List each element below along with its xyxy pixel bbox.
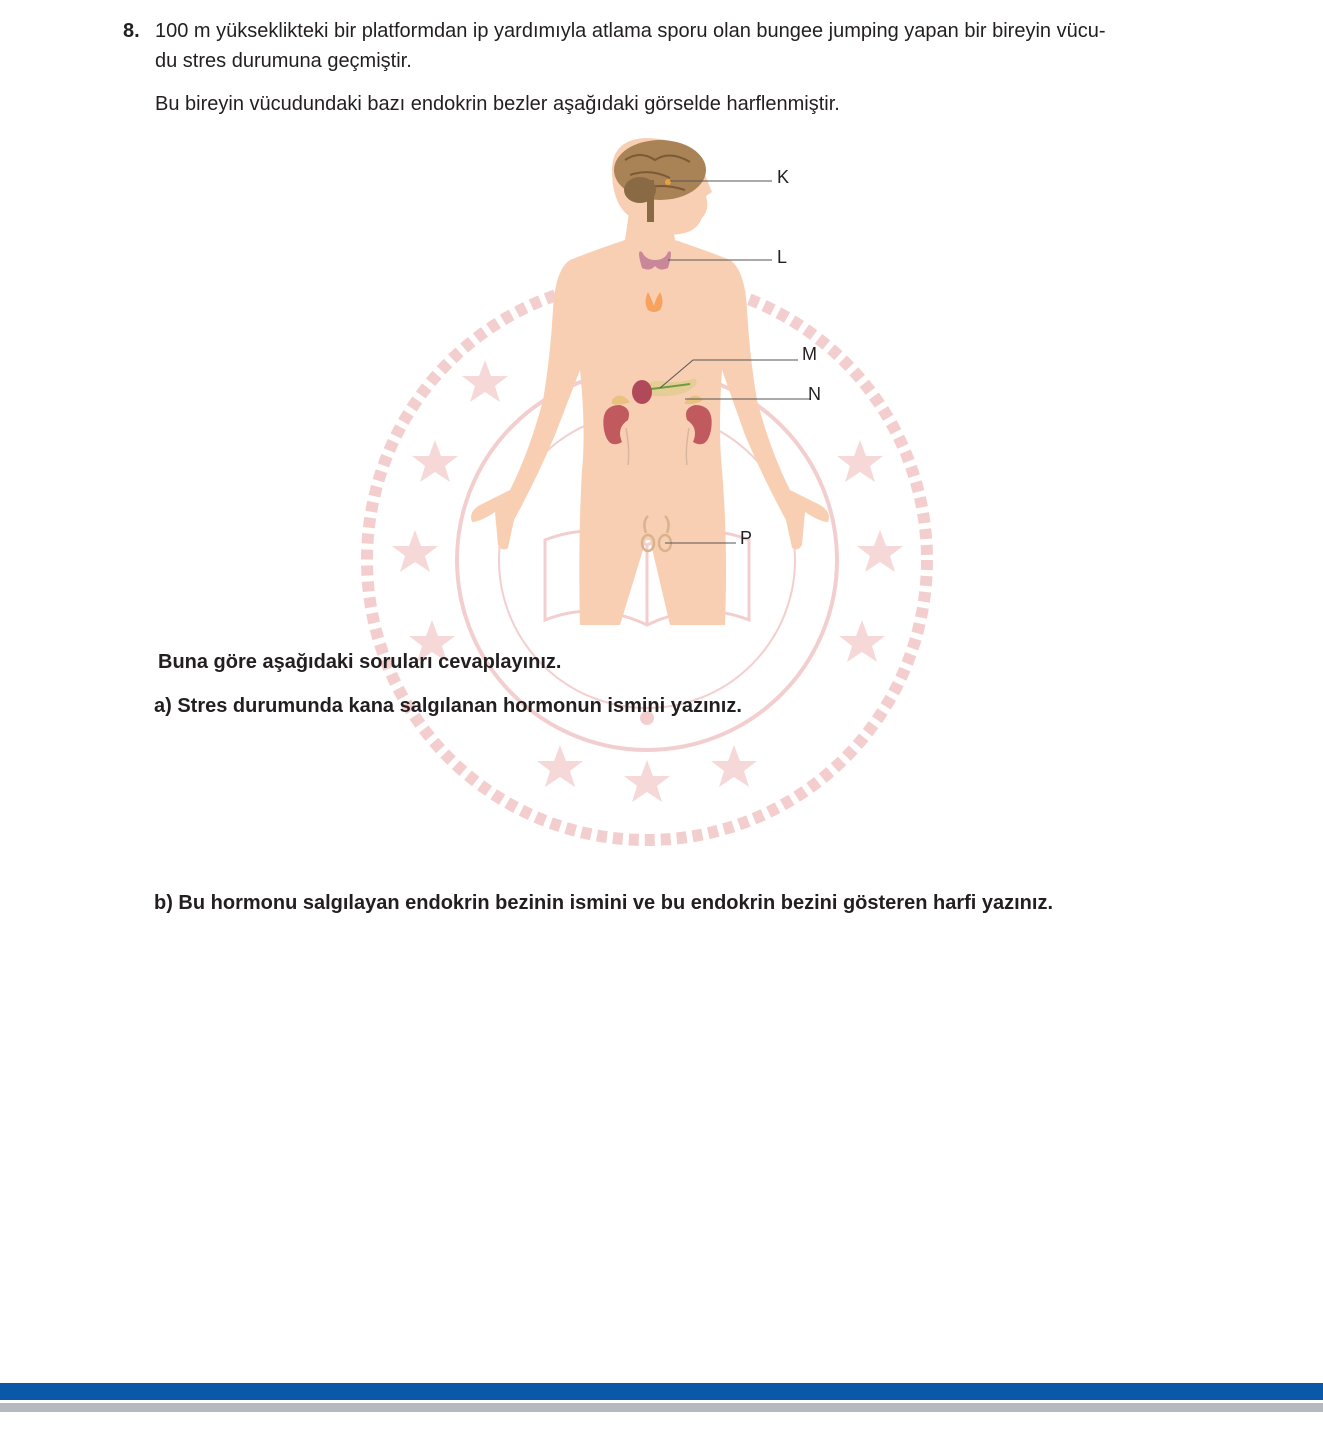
watermark-star	[837, 440, 883, 482]
watermark-star	[537, 745, 583, 787]
pituitary-gland	[665, 179, 671, 185]
footer-bar-primary	[0, 1383, 1323, 1400]
question-text-line-1: 100 m yükseklikteki bir platformdan ip yardımıyla atlama sporu olan bungee jumping yapan bir bireyin vücu-	[155, 20, 1106, 42]
endocrine-figure	[350, 120, 950, 850]
question-number: 8.	[123, 20, 140, 42]
endocrine-illustration	[350, 120, 950, 850]
watermark-star	[711, 745, 757, 787]
label-l: L	[777, 247, 788, 267]
question-intro: Bu bireyin vücudundaki bazı endokrin bezler aşağıdaki görselde harflenmiştir.	[155, 93, 840, 115]
watermark-star	[624, 760, 670, 802]
footer-bar-secondary	[0, 1403, 1323, 1412]
watermark-star	[839, 620, 885, 662]
question-text-line-2: du stres durumuna geçmiştir.	[155, 50, 412, 72]
answer-prompt: Buna göre aşağıdaki soruları cevaplayınız.	[158, 651, 562, 673]
label-k: K	[777, 167, 790, 187]
watermark-star	[462, 360, 508, 402]
question-text	[155, 16, 1215, 76]
duodenum	[632, 380, 652, 404]
watermark-star	[857, 530, 903, 572]
label-n: N	[808, 384, 821, 404]
body-torso	[471, 192, 829, 625]
watermark-star	[412, 440, 458, 482]
watermark-star	[392, 530, 438, 572]
sub-question-a: a) Stres durumunda kana salgılanan hormonun ismini yazınız.	[154, 695, 742, 717]
label-p: P	[740, 528, 753, 548]
label-m: M	[802, 344, 817, 364]
sub-question-b: b) Bu hormonu salgılayan endokrin bezinin ismini ve bu endokrin bezini gösteren harfi yazınız.	[154, 892, 1054, 914]
brain-stem	[647, 180, 654, 222]
